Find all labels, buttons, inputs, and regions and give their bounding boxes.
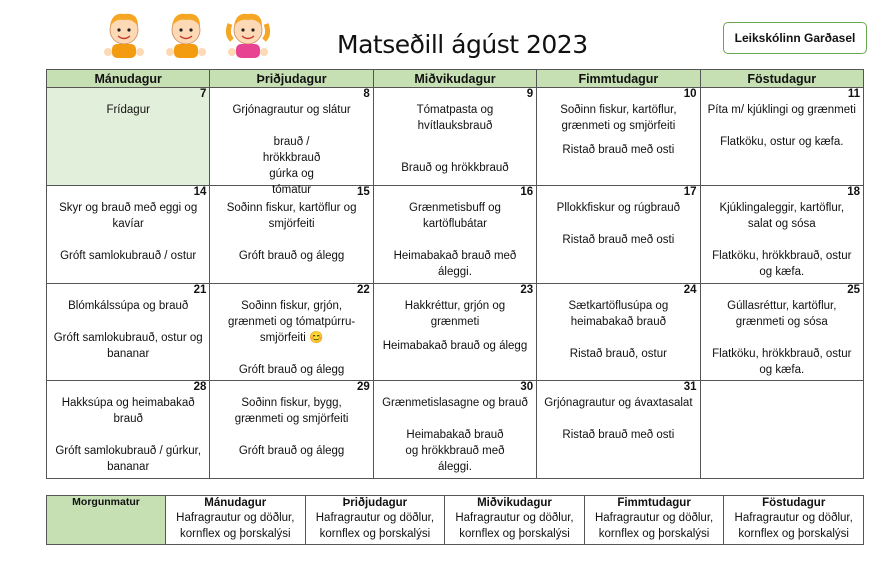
day-number: 30 — [520, 381, 534, 394]
lunch-dish: Grjónagrautur og slátur — [232, 104, 351, 116]
breakfast-label: Morgunmatur — [47, 496, 166, 545]
day-number: 11 — [847, 88, 860, 100]
afternoon-snack: brauð / hrökkbrauð gúrka og tómatur — [262, 136, 321, 196]
week-row-3 — [47, 283, 864, 381]
header-friday: Föstudagur — [700, 70, 863, 88]
day-cell — [537, 283, 700, 381]
afternoon-snack: Flatköku, hrökkbrauð, ostur og kæfa. — [712, 249, 852, 278]
week-row-4 — [47, 381, 864, 479]
day-number: 16 — [520, 185, 534, 198]
day-number: 24 — [683, 283, 697, 296]
breakfast-cell — [584, 496, 724, 545]
child-boy-2-icon — [166, 14, 206, 58]
header-thursday: Fimmtudagur — [537, 70, 700, 88]
afternoon-snack: Flatköku, ostur og kæfa. — [720, 136, 844, 148]
afternoon-snack: Ristað brauð með osti — [562, 429, 675, 442]
day-cell — [700, 185, 863, 283]
header-tuesday: Þriðjudagur — [210, 70, 373, 88]
day-number: 18 — [847, 185, 860, 198]
day-number: 8 — [363, 88, 370, 100]
breakfast-day: Mánudagur — [204, 497, 267, 509]
day-cell — [47, 381, 210, 479]
day-number: 10 — [683, 88, 697, 100]
afternoon-snack: Flatköku, hrökkbrauð, ostur og kæfa. — [712, 347, 852, 376]
header-wednesday: Miðvikudagur — [373, 70, 536, 88]
breakfast-day: Fimmtudagur — [617, 497, 691, 509]
day-number: 22 — [356, 283, 370, 296]
page-title: Matseðill ágúst 2023 — [337, 30, 588, 59]
breakfast-text: Hafragrautur og döðlur, kornflex og þorskalýsi — [455, 512, 574, 540]
day-cell — [373, 283, 536, 381]
afternoon-snack: Gróft brauð og álegg — [238, 445, 345, 458]
lunch-dish: Soðinn fiskur, kartöflur og smjörfeiti — [226, 201, 357, 230]
day-number: 14 — [193, 185, 207, 198]
breakfast-table — [46, 495, 864, 545]
day-cell — [373, 185, 536, 283]
afternoon-snack: Ristað brauð, ostur — [569, 347, 667, 360]
day-header-row — [47, 70, 864, 88]
afternoon-snack: Gróft brauð og álegg — [238, 363, 345, 376]
day-cell — [373, 88, 536, 186]
lunch-dish: Píta m/ kjúklingi og grænmeti — [707, 104, 856, 116]
day-cell — [700, 88, 863, 186]
lunch-dish: Soðinn fiskur, bygg, grænmeti og smjörfeiti — [234, 397, 349, 426]
day-number: 31 — [683, 381, 697, 394]
day-cell — [537, 185, 700, 283]
afternoon-snack: Brauð og hrökkbrauð — [401, 162, 509, 174]
lunch-dish: Grænmetislasagne og brauð — [382, 397, 528, 410]
lunch-dish: Kjúklingaleggir, kartöflur, salat og sósa — [719, 201, 845, 230]
afternoon-snack: Heimabakað brauð og álegg — [382, 339, 528, 352]
lunch-dish: Hakkréttur, grjón og grænmeti — [404, 299, 506, 328]
afternoon-snack: Heimabakað brauð með áleggi. — [393, 249, 517, 278]
day-number: 17 — [683, 185, 697, 198]
lunch-dish: Pllokkfiskur og rúgbrauð — [556, 201, 681, 214]
afternoon-snack: Gróft samlokubrauð / ostur — [60, 249, 197, 262]
lunch-dish: Skyr og brauð með eggi og kavíar — [59, 201, 198, 230]
lunch-dish: Grjónagrautur og ávaxtasalat — [544, 397, 693, 410]
day-cell — [47, 185, 210, 283]
monthly-menu-table — [46, 69, 864, 479]
week-row-2 — [47, 185, 864, 283]
breakfast-cell — [445, 496, 585, 545]
day-cell — [537, 88, 700, 186]
breakfast-day: Miðvikudagur — [477, 497, 552, 509]
school-name-box: Leikskólinn Garðasel — [723, 22, 867, 54]
day-cell — [210, 185, 373, 283]
lunch-dish: Hakksúpa og heimabakað brauð — [61, 397, 195, 426]
day-cell — [210, 381, 373, 479]
day-cell — [537, 381, 700, 479]
day-number: 9 — [526, 88, 534, 100]
day-number: 7 — [199, 88, 207, 100]
breakfast-text: Hafragrautur og döðlur, kornflex og þorskalýsi — [594, 512, 714, 540]
day-number: 15 — [356, 185, 370, 198]
breakfast-cell — [305, 496, 445, 545]
lunch-dish: Blómkálssúpa og brauð — [68, 299, 189, 312]
breakfast-cell — [724, 496, 864, 545]
afternoon-snack: Gróft brauð og álegg — [238, 249, 345, 262]
day-cell — [210, 283, 373, 381]
child-boy-1-icon — [104, 14, 144, 58]
lunch-dish: Soðinn fiskur, grjón, grænmeti og tómatpúrru- smjörfeiti 😊 — [227, 299, 356, 344]
child-girl-icon — [228, 14, 268, 58]
breakfast-text: Hafragrautur og döðlur, kornflex og þorskalýsi — [176, 512, 295, 540]
header-monday: Mánudagur — [47, 70, 210, 88]
day-number: 29 — [356, 381, 370, 394]
breakfast-text: Hafragrautur og döðlur, kornflex og þorskalýsi — [734, 512, 853, 540]
lunch-dish: Sætkartöflusúpa og heimabakað brauð — [568, 299, 669, 328]
afternoon-snack: Heimabakað brauð og hrökkbrauð með áleggi. — [405, 429, 505, 474]
lunch-dish: Gúllasréttur, kartöflur, grænmeti og sósa — [727, 299, 837, 328]
afternoon-snack: Gróft samlokubrauð, ostur og bananar — [53, 331, 203, 360]
lunch-dish: Grænmetisbuff og kartöflubátar — [409, 201, 501, 230]
lunch-dish: Frídagur — [106, 104, 150, 116]
day-cell — [47, 283, 210, 381]
children-illustration — [102, 10, 292, 60]
breakfast-row — [47, 496, 864, 545]
day-cell-empty — [700, 381, 863, 479]
breakfast-cell — [166, 496, 306, 545]
day-number: 28 — [193, 381, 207, 394]
afternoon-snack: Ristað brauð með osti — [562, 144, 675, 156]
day-cell — [47, 88, 210, 186]
day-number: 21 — [193, 283, 207, 296]
day-cell — [373, 381, 536, 479]
day-number: 23 — [520, 283, 534, 296]
week-row-1 — [47, 88, 864, 186]
breakfast-day: Föstudagur — [762, 497, 826, 509]
day-number: 25 — [847, 283, 860, 296]
lunch-dish: Tómatpasta og hvítlauksbrauð — [416, 104, 494, 132]
lunch-dish: Soðinn fiskur, kartöflur, grænmeti og smjörfeiti — [560, 104, 677, 132]
afternoon-snack: Ristað brauð með osti — [562, 233, 675, 246]
breakfast-text: Hafragrautur og döðlur, kornflex og þorskalýsi — [315, 512, 435, 540]
breakfast-day: Þriðjudagur — [342, 497, 408, 509]
day-cell — [700, 283, 863, 381]
afternoon-snack: Gróft samlokubrauð / gúrkur, bananar — [55, 445, 202, 474]
